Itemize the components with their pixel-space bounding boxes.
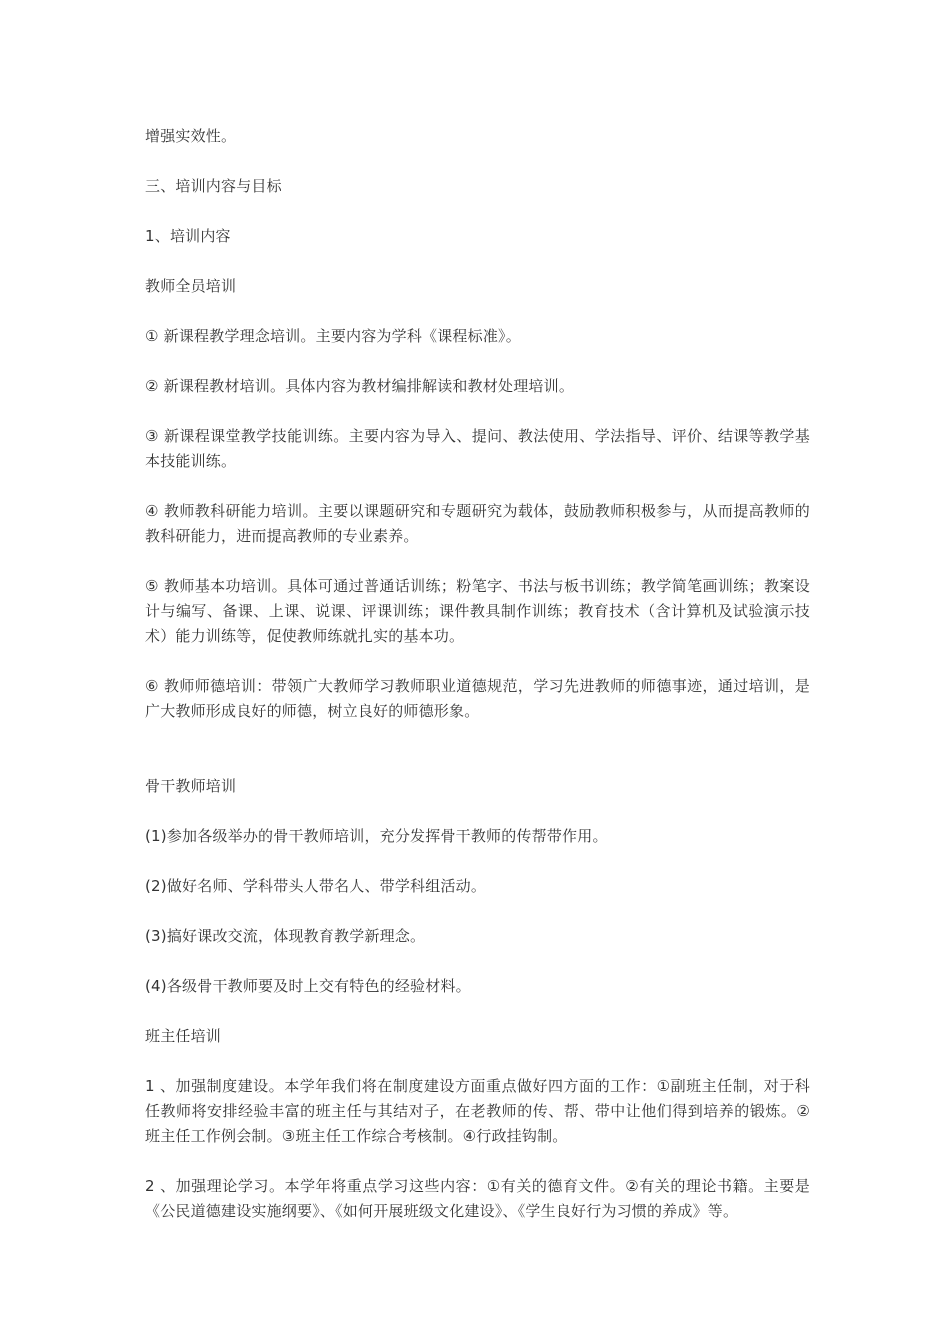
group-heading-all-teachers: 教师全员培训 — [145, 277, 237, 295]
list-item: ⑥ 教师师德培训：带领广大教师学习教师职业道德规范，学习先进教师的师德事迹，通过培训，是广大教师形成良好的师德，树立良好的师德形象。 — [145, 677, 810, 720]
list-item: ④ 教师教科研能力培训。主要以课题研究和专题研究为载体，鼓励教师积极参与，从而提高教师的教科研能力，进而提高教师的专业素养。 — [145, 502, 810, 545]
list-item: (2)做好名师、学科带头人带名人、带学科组活动。 — [145, 877, 487, 895]
list-item: ① 新课程教学理念培训。主要内容为学科《课程标准》。 — [145, 327, 521, 345]
list-item: 1 、加强制度建设。本学年我们将在制度建设方面重点做好四方面的工作：①副班主任制，对于科任教师将安排经验丰富的班主任与其结对子，在老教师的传、帮、带中让他们得到培养的锻炼。②班主任工作例会制。③班主任工作综合考核制。④行政挂钩制。 — [145, 1077, 810, 1145]
subheading-training-content: 1、培训内容 — [145, 227, 231, 245]
group-heading-key-teachers: 骨干教师培训 — [145, 777, 237, 795]
group-heading-class-teachers: 班主任培训 — [145, 1027, 222, 1045]
list-item: (3)搞好课改交流，体现教育教学新理念。 — [145, 927, 426, 945]
document-body — [145, 124, 810, 1224]
list-item: ⑤ 教师基本功培训。具体可通过普通话训练；粉笔字、书法与板书训练；教学简笔画训练；教案设计与编写、备课、上课、说课、评课训练；课件教具制作训练；教育技术（含计算机及试验演示技术）能力训练等，促使教师练就扎实的基本功。 — [145, 577, 810, 645]
list-item: ② 新课程教材培训。具体内容为教材编排解读和教材处理培训。 — [145, 377, 575, 395]
section-heading-training-content-goals: 三、培训内容与目标 — [145, 177, 282, 195]
intro-sentence: 增强实效性。 — [145, 127, 237, 145]
list-item: (1)参加各级举办的骨干教师培训，充分发挥骨干教师的传帮带作用。 — [145, 827, 608, 845]
list-item: ③ 新课程课堂教学技能训练。主要内容为导入、提问、教法使用、学法指导、评价、结课等教学基本技能训练。 — [145, 427, 810, 470]
list-item: (4)各级骨干教师要及时上交有特色的经验材料。 — [145, 977, 471, 995]
list-item: 2 、加强理论学习。本学年将重点学习这些内容：①有关的德育文件。②有关的理论书籍。主要是《公民道德建设实施纲要》、《如何开展班级文化建设》、《学生良好行为习惯的养成》等。 — [145, 1177, 810, 1220]
